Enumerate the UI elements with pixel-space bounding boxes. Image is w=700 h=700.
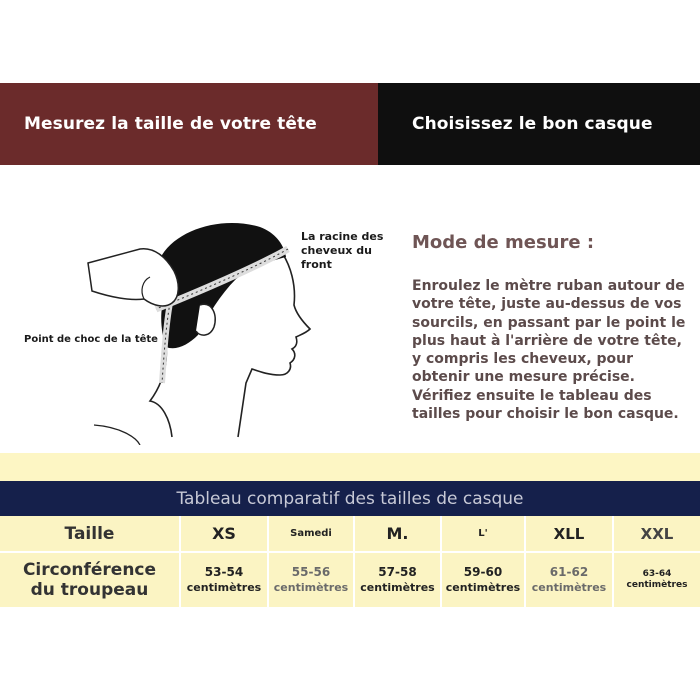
circumference-cell-xs	[180, 552, 268, 608]
header-band	[0, 83, 700, 165]
circumference-row	[0, 552, 700, 608]
range-value: 53-54	[204, 565, 244, 579]
circumference-cell-xll	[525, 552, 613, 608]
range-value: 59-60	[463, 565, 503, 579]
size-row-label: Taille	[0, 516, 180, 552]
range-unit: centimètres	[445, 581, 521, 594]
range-unit: centimètres	[186, 581, 262, 594]
size-cell-xxl: XXL	[613, 516, 700, 552]
size-cell-s: Samedi	[268, 516, 354, 552]
header-left-panel	[0, 83, 378, 165]
range-unit: centimètres	[273, 581, 349, 594]
range-unit: centimètres	[626, 580, 688, 590]
circumference-cell-s	[268, 552, 354, 608]
head-measurement-illustration	[70, 205, 330, 445]
circumference-label-line1: Circonférence	[22, 560, 157, 580]
table-title: Tableau comparatif des tailles de casque	[176, 488, 524, 509]
range-value: 57-58	[378, 565, 417, 579]
label-hairline: La racine des cheveux du front	[301, 230, 384, 271]
range-value: 63-64	[642, 569, 672, 579]
method-title: Mode de mesure :	[412, 232, 595, 253]
table-top-strip	[0, 453, 700, 481]
circumference-cell-m	[354, 552, 441, 608]
circumference-cell-xxl	[613, 552, 700, 608]
circumference-row-label	[0, 552, 180, 608]
head-outline	[238, 247, 310, 437]
size-cell-m: M.	[354, 516, 441, 552]
size-cell-xs: XS	[180, 516, 268, 552]
header-right-panel	[378, 83, 700, 165]
range-value: 61-62	[549, 565, 589, 579]
size-chart-table	[0, 516, 700, 609]
circumference-label-line2: du troupeau	[30, 580, 149, 600]
size-cell-l: L'	[441, 516, 525, 552]
table-title-bar	[0, 481, 700, 516]
size-cell-xll: XLL	[525, 516, 613, 552]
range-value: 55-56	[291, 565, 331, 579]
label-impact-point: Point de choc de la tête	[24, 334, 158, 345]
method-description: Enroulez le mètre ruban autour de votre tête, juste au-dessus de vos sourcils, en passant par le point le plus haut à l'arrière de votre tête, y compris les cheveux, pour obtenir une mesure précise. Vérifiez ensuite le tableau des tailles pour choisir le bon casque.	[412, 278, 686, 423]
range-unit: centimètres	[531, 581, 607, 594]
header-right-title: Choisissez le bon casque	[412, 114, 653, 134]
size-row	[0, 516, 700, 552]
range-unit: centimètres	[360, 581, 435, 594]
header-left-title: Mesurez la taille de votre tête	[24, 114, 317, 134]
shoulder-line	[94, 425, 140, 445]
circumference-cell-l	[441, 552, 525, 608]
